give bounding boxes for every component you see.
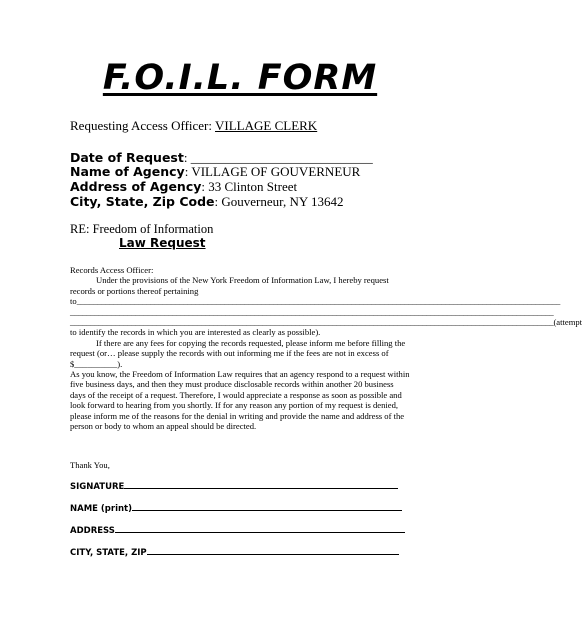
name-print-line	[132, 509, 402, 511]
city-state-zip-line	[147, 553, 399, 555]
fees-paragraph: If there are any fees for copying the records requested, please inform me before filling the request (or… please supply the records with out informing me if the fees are not in excess of $__________).	[70, 337, 406, 369]
foil-requirements-paragraph: As you know, the Freedom of Information Law requires that an agency respond to a request within five business days, and then they must produce disclosable records within another 20 business days of the receipt of a request. Therefore, I would appreciate a response as soon as possible and look forward to hearing from you shortly. If for any reason any portion of my request is denied, please inform me of the reasons for the denial in writing and provide the name and address of the person or body to whom an appeal should be directed.	[70, 369, 410, 432]
form-title: F.O.I.L. FORM	[102, 58, 378, 98]
records-fill-3: ______________________________________________________________________________________________________________________	[70, 317, 554, 328]
agency-address-label: Address of Agency	[70, 179, 202, 194]
officer-value: VILLAGE CLERK	[215, 118, 318, 133]
date-of-request-label: Date of Request	[70, 150, 184, 165]
address-line	[115, 531, 405, 533]
identify-records-text: to identify the records in which you are interested as clearly as possible).	[70, 327, 321, 338]
re-line: RE: Freedom of Information	[70, 222, 214, 236]
law-request-heading: Law Request	[119, 236, 206, 250]
signature-label: SIGNATURE	[70, 482, 125, 492]
records-fill-1: ______________________________________________________________________________________________________________________	[76, 296, 561, 307]
signature-line	[124, 487, 398, 489]
requesting-officer	[70, 118, 317, 134]
agency-name-label: Name of Agency	[70, 164, 185, 179]
signature-field[interactable]	[70, 482, 398, 492]
letter-body	[70, 265, 582, 432]
agency-name-row: Name of Agency: VILLAGE OF GOUVERNEUR	[70, 164, 361, 179]
agency-address-value: 33 Clinton Street	[208, 179, 298, 194]
date-of-request-row: Date of Request: ____________________________	[70, 150, 373, 165]
records-line-2[interactable]: ______________________________________________________________________________________________________________________	[70, 306, 554, 317]
records-line-3[interactable]	[70, 317, 582, 328]
attempt-text: (attempt	[553, 317, 582, 328]
city-state-zip-value: Gouverneur, NY 13642	[221, 194, 344, 209]
agency-address-row: Address of Agency: 33 Clinton Street	[70, 179, 298, 194]
city-state-zip-label: City, State, Zip Code	[70, 194, 215, 209]
name-print-label: NAME (print)	[70, 504, 132, 514]
city-state-zip-row: City, State, Zip Code: Gouverneur, NY 13642	[70, 194, 344, 209]
records-line-1[interactable]: to ______________________________________________________________________________________________________________________	[70, 296, 561, 307]
address-label: ADDRESS	[70, 526, 115, 536]
salutation: Records Access Officer:	[70, 265, 154, 275]
agency-name-value: VILLAGE OF GOUVERNEUR	[191, 164, 361, 179]
city-state-zip-sig-label: CITY, STATE, ZIP	[70, 548, 147, 558]
address-field[interactable]	[70, 526, 405, 536]
city-state-zip-field[interactable]	[70, 548, 399, 558]
name-print-field[interactable]	[70, 504, 402, 514]
provisions-paragraph: Under the provisions of the New York Freedom of Information Law, I hereby request records or portions thereof pertaining	[70, 275, 389, 296]
date-of-request-value: ____________________________	[190, 150, 373, 165]
closing: Thank You,	[70, 460, 110, 470]
officer-label: Requesting Access Officer:	[70, 118, 216, 133]
